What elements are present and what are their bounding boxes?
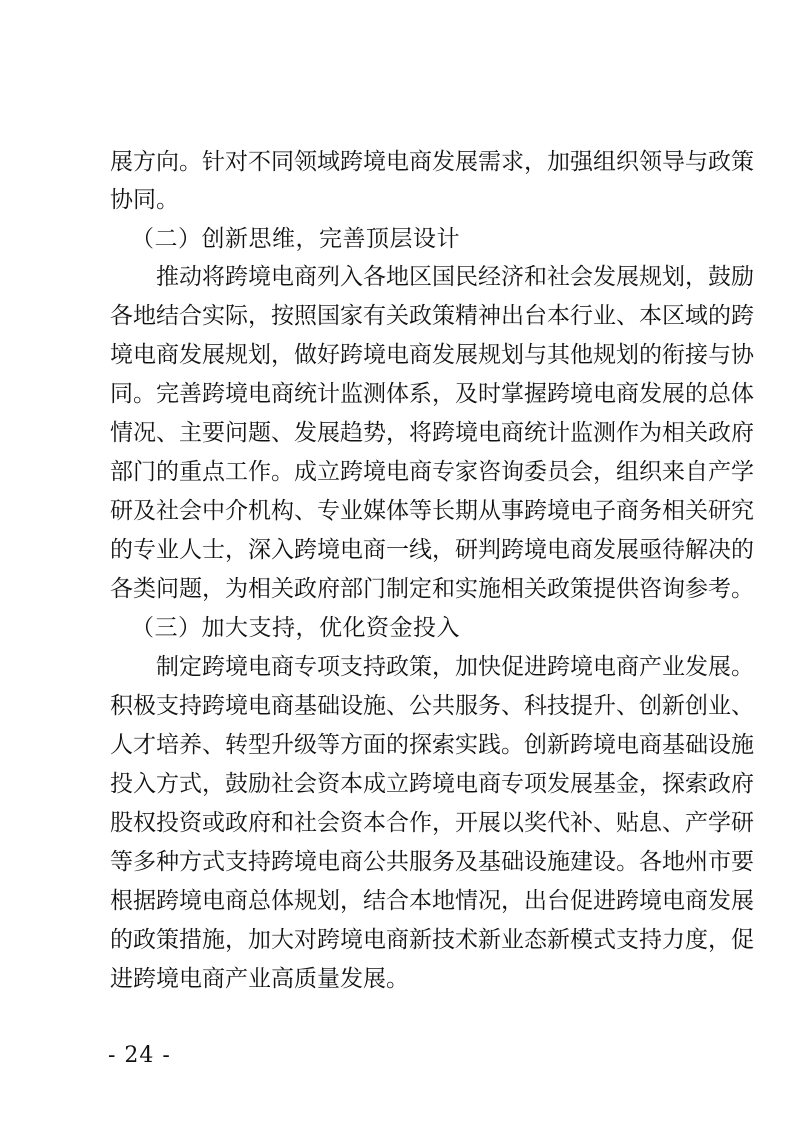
section-2-line-2: 各地结合实际，按照国家有关政策精神出台本行业、本区域的跨 [110,303,754,329]
section-3-line-4: 投入方式，鼓励社会资本成立跨境电商专项发展基金，探索政府 [110,771,754,797]
section-2-line-4: 同。完善跨境电商统计监测体系，及时掌握跨境电商发展的总体 [110,381,754,407]
section-3-line-8: 的政策措施，加大对跨境电商新技术新业态新模式支持力度，促 [110,927,754,953]
section-2-line-7: 研及社会中介机构、专业媒体等长期从事跨境电子商务相关研究 [110,498,754,524]
section-3-line-1: 制定跨境电商专项支持政策，加快促进跨境电商产业发展。 [156,654,754,680]
section-2-line-9: 各类问题，为相关政府部门制定和实施相关政策提供咨询参考。 [110,576,754,602]
section-3-line-2: 积极支持跨境电商基础设施、公共服务、科技提升、创新创业、 [110,693,754,719]
section-3-line-5: 股权投资或政府和社会资本合作，开展以奖代补、贴息、产学研 [110,810,754,836]
section-2-line-6: 部门的重点工作。成立跨境电商专家咨询委员会，组织来自产学 [110,459,754,485]
section-2-line-3: 境电商发展规划，做好跨境电商发展规划与其他规划的衔接与协 [110,342,754,368]
intro-line-1: 展方向。针对不同领域跨境电商发展需求，加强组织领导与政策 [110,149,754,175]
section-3-line-6: 等多种方式支持跨境电商公共服务及基础设施建设。各地州市要 [110,849,754,875]
section-3-line-9: 进跨境电商产业高质量发展。 [110,966,409,992]
section-2-line-1: 推动将跨境电商列入各地区国民经济和社会发展规划，鼓励 [156,264,754,290]
page-number: - 24 - [108,1043,171,1068]
section-2-heading: （二）创新思维，完善顶层设计 [131,226,460,252]
section-2-line-8: 的专业人士，深入跨境电商一线，研判跨境电商发展亟待解决的 [110,537,754,563]
section-3-line-7: 根据跨境电商总体规划，结合本地情况，出台促进跨境电商发展 [110,888,754,914]
intro-line-2: 协同。 [110,187,179,213]
section-2-line-5: 情况、主要问题、发展趋势，将跨境电商统计监测作为相关政府 [110,420,754,446]
section-3-heading: （三）加大支持，优化资金投入 [131,615,460,641]
section-3-line-3: 人才培养、转型升级等方面的探索实践。创新跨境电商基础设施 [110,732,754,758]
